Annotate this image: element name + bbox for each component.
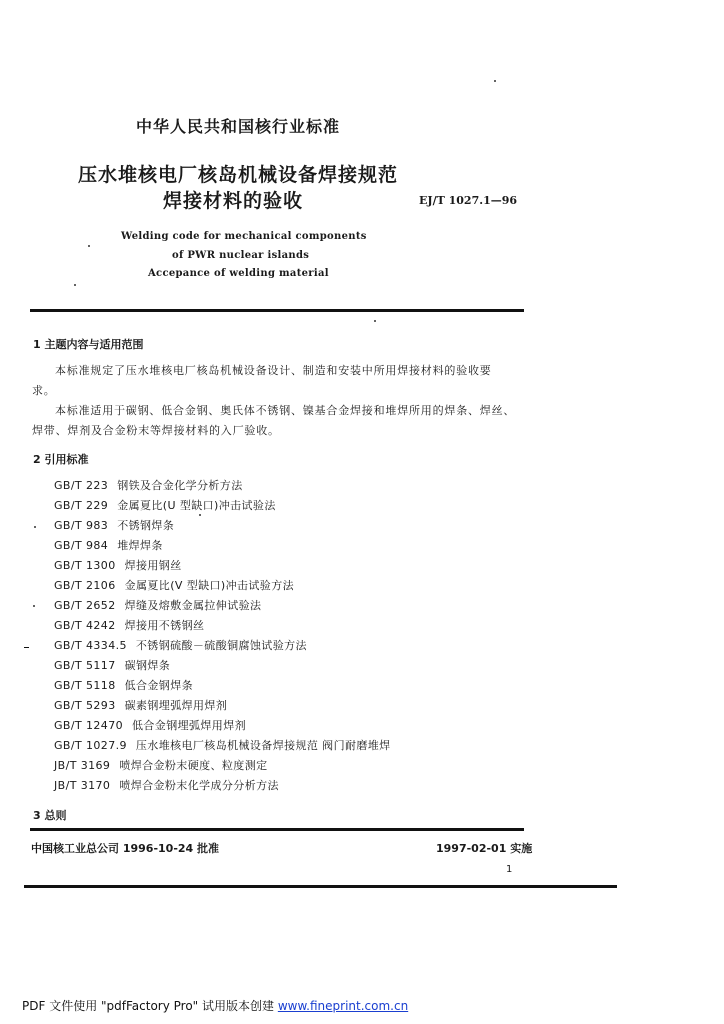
scan-speck bbox=[88, 245, 90, 247]
reference-title: 喷焊合金粉末硬度、粒度测定 bbox=[119, 759, 268, 772]
reference-number: JB/T 3169 bbox=[54, 759, 111, 772]
scan-speck bbox=[199, 514, 201, 516]
document-title-line1: 压水堆核电厂核岛机械设备焊接规范 bbox=[78, 164, 399, 186]
reference-number: JB/T 3170 bbox=[54, 779, 111, 792]
reference-number: GB/T 1300 bbox=[54, 559, 116, 572]
english-title-line3: Accepance of welding material bbox=[148, 268, 329, 279]
reference-number: GB/T 4334.5 bbox=[54, 639, 127, 652]
reference-number: GB/T 2652 bbox=[54, 599, 116, 612]
standard-code: EJ/T 1027.1—96 bbox=[419, 194, 518, 207]
section-2-heading: 2 引用标准 bbox=[33, 453, 89, 466]
page-number: 1 bbox=[506, 864, 513, 875]
reference-item bbox=[54, 657, 170, 673]
section-1-heading: 1 主题内容与适用范围 bbox=[33, 338, 144, 351]
scan-speck bbox=[24, 647, 29, 648]
reference-title: 金属夏比(U 型缺口)冲击试验法 bbox=[117, 499, 276, 512]
approval-date: 中国核工业总公司 1996-10-24 批准 bbox=[31, 842, 220, 855]
reference-title: 低合金钢埋弧焊用焊剂 bbox=[132, 719, 246, 732]
page-bottom-rule bbox=[24, 885, 617, 888]
reference-number: GB/T 229 bbox=[54, 499, 109, 512]
reference-title: 喷焊合金粉末化学成分分析方法 bbox=[119, 779, 279, 792]
reference-title: 不锈钢焊条 bbox=[117, 519, 175, 532]
scan-speck bbox=[494, 80, 496, 82]
watermark-link[interactable]: www.fineprint.com.cn bbox=[277, 999, 409, 1013]
reference-title: 金属夏比(V 型缺口)冲击试验方法 bbox=[124, 579, 294, 592]
section-1-paragraph: 本标准规定了压水堆核电厂核岛机械设备设计、制造和安装中所用焊接材料的验收要 bbox=[55, 364, 492, 377]
scan-speck bbox=[34, 526, 36, 528]
effective-date: 1997-02-01 实施 bbox=[436, 842, 533, 855]
reference-number: GB/T 223 bbox=[54, 479, 109, 492]
english-title-line2: of PWR nuclear islands bbox=[172, 250, 310, 261]
reference-title: 焊接用钢丝 bbox=[124, 559, 182, 572]
reference-title: 低合金钢焊条 bbox=[124, 679, 193, 692]
reference-title: 焊接用不锈钢丝 bbox=[124, 619, 205, 632]
header-rule bbox=[30, 309, 524, 312]
reference-item bbox=[54, 537, 163, 553]
reference-number: GB/T 1027.9 bbox=[54, 739, 127, 752]
document-title-line2: 焊接材料的验收 bbox=[163, 190, 304, 212]
reference-number: GB/T 5117 bbox=[54, 659, 116, 672]
footer-rule-top bbox=[30, 828, 524, 831]
reference-item bbox=[54, 517, 174, 533]
reference-item bbox=[54, 637, 307, 653]
section-1-paragraph: 本标准适用于碳钢、低合金钢、奥氏体不锈钢、镍基合金焊接和堆焊所用的焊条、焊丝、 bbox=[55, 404, 516, 417]
reference-number: GB/T 12470 bbox=[54, 719, 123, 732]
reference-item bbox=[54, 617, 204, 633]
reference-title: 碳钢焊条 bbox=[124, 659, 171, 672]
reference-number: GB/T 983 bbox=[54, 519, 109, 532]
reference-item bbox=[54, 757, 268, 773]
pdf-watermark bbox=[22, 997, 408, 1014]
reference-item bbox=[54, 497, 276, 513]
reference-item bbox=[54, 717, 246, 733]
standard-category: 中华人民共和国核行业标准 bbox=[136, 117, 341, 136]
reference-item bbox=[54, 597, 261, 613]
reference-title: 焊缝及熔敷金属拉伸试验法 bbox=[124, 599, 262, 612]
reference-number: GB/T 984 bbox=[54, 539, 109, 552]
section-1-paragraph: 求。 bbox=[32, 384, 56, 397]
section-1-paragraph: 焊带、焊剂及合金粉末等焊接材料的入厂验收。 bbox=[32, 424, 280, 437]
reference-title: 不锈钢硫酸－硫酸铜腐蚀试验方法 bbox=[135, 639, 307, 652]
reference-item bbox=[54, 697, 227, 713]
reference-item bbox=[54, 677, 193, 693]
scan-speck bbox=[374, 320, 376, 322]
reference-number: GB/T 4242 bbox=[54, 619, 116, 632]
english-title-line1: Welding code for mechanical components bbox=[121, 231, 367, 242]
reference-number: GB/T 5293 bbox=[54, 699, 116, 712]
reference-item bbox=[54, 577, 294, 593]
section-3-heading: 3 总则 bbox=[33, 809, 67, 822]
reference-item bbox=[54, 777, 279, 793]
reference-item bbox=[54, 557, 182, 573]
reference-title: 压水堆核电厂核岛机械设备焊接规范 阀门耐磨堆焊 bbox=[135, 739, 391, 752]
scan-speck bbox=[33, 605, 35, 607]
scan-speck bbox=[74, 284, 76, 286]
reference-item bbox=[54, 477, 243, 493]
reference-item bbox=[54, 737, 391, 753]
watermark-text: PDF 文件使用 "pdfFactory Pro" 试用版本创建 bbox=[22, 999, 278, 1013]
reference-title: 钢铁及合金化学分析方法 bbox=[117, 479, 243, 492]
reference-title: 碳素钢埋弧焊用焊剂 bbox=[124, 699, 228, 712]
reference-title: 堆焊焊条 bbox=[117, 539, 163, 552]
reference-number: GB/T 5118 bbox=[54, 679, 116, 692]
reference-number: GB/T 2106 bbox=[54, 579, 116, 592]
